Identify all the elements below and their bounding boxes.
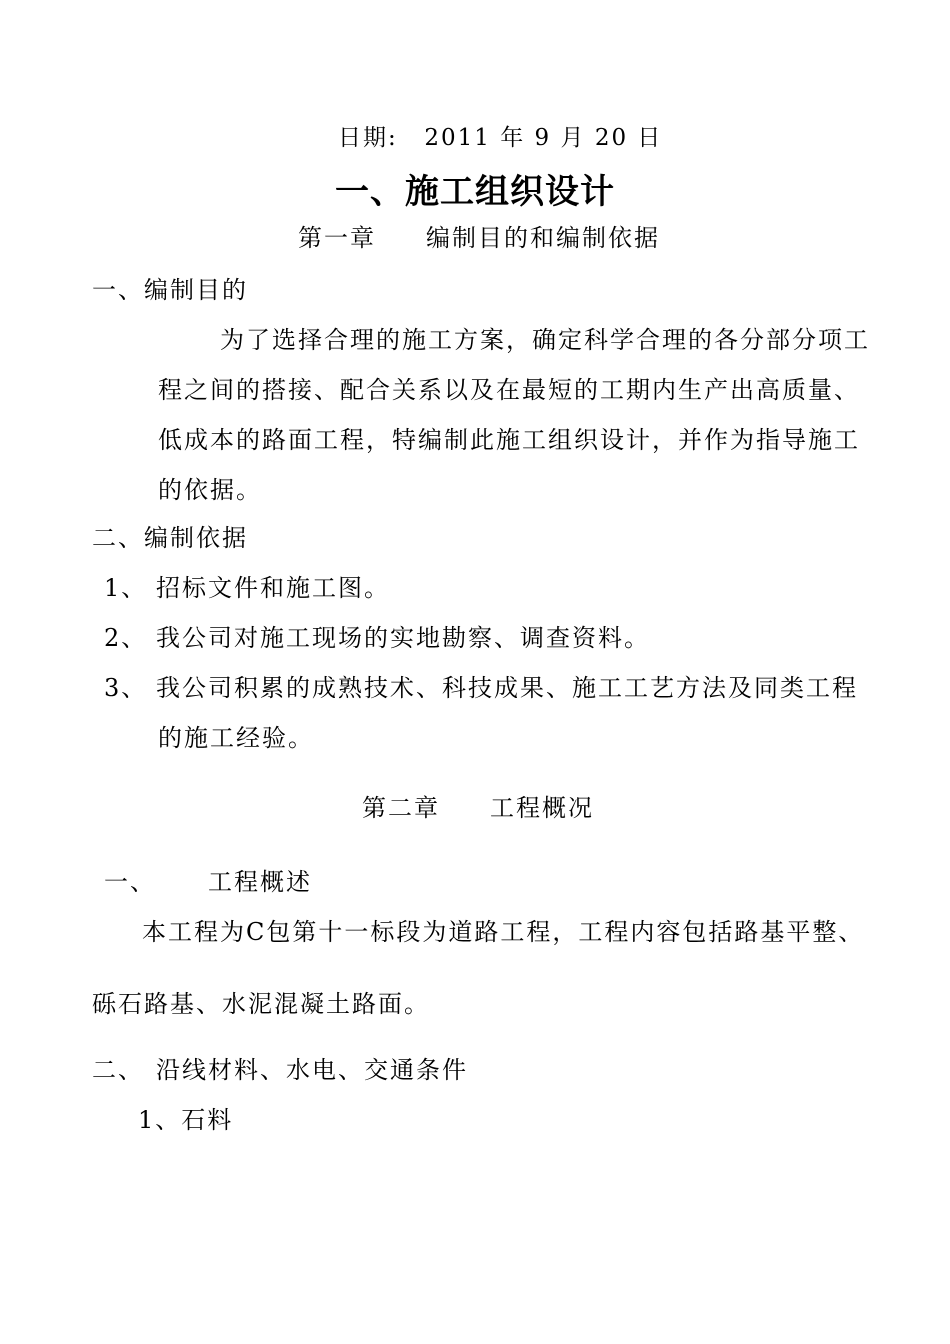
date-month: 9 月 (534, 125, 586, 151)
chapter-1-heading (298, 224, 660, 252)
document-title: 一、施工组织设计 (335, 172, 615, 212)
section-purpose-heading: 一、编制目的 (92, 276, 248, 304)
overview-paragraph-line: 砾石路基、水泥混凝土路面。 (92, 990, 430, 1018)
basis-list-item (104, 674, 858, 702)
list-item-text: 我公司对施工现场的实地勘察、调查资料。 (156, 624, 650, 652)
basis-list-item (104, 574, 390, 602)
list-item-number: 1、 (104, 574, 148, 602)
purpose-paragraph-line: 低成本的路面工程，特编制此施工组织设计，并作为指导施工 (158, 426, 860, 454)
basis-list-item-continued: 的施工经验。 (158, 724, 314, 752)
purpose-paragraph-line: 的依据。 (158, 476, 262, 504)
purpose-paragraph-line: 为了选择合理的施工方案，确定科学合理的各分部分项工 (220, 326, 870, 354)
section-conditions-heading (92, 1056, 468, 1084)
chapter-1-number: 第一章 (298, 224, 376, 252)
list-item-text: 我公司积累的成熟技术、科技成果、施工工艺方法及同类工程 (156, 674, 858, 702)
section-basis-heading: 二、编制依据 (92, 524, 248, 552)
date-label: 日期: (338, 125, 398, 151)
subsection-stone-heading: 1、石料 (138, 1106, 234, 1134)
document-date (338, 124, 662, 152)
chapter-2-heading (362, 794, 594, 822)
section-title: 工程概述 (208, 868, 312, 896)
section-number: 一、 (104, 868, 156, 896)
section-number: 二、 (92, 1056, 144, 1084)
purpose-paragraph-line: 程之间的搭接、配合关系以及在最短的工期内生产出高质量、 (158, 376, 860, 404)
chapter-1-name: 编制目的和编制依据 (426, 224, 660, 252)
section-overview-heading (104, 868, 312, 896)
list-item-number: 2、 (104, 624, 148, 652)
overview-paragraph-line: 本工程为C包第十一标段为道路工程，工程内容包括路基平整、 (142, 918, 865, 946)
basis-list-item (104, 624, 650, 652)
section-title: 沿线材料、水电、交通条件 (156, 1056, 468, 1084)
chapter-2-name: 工程概况 (490, 794, 594, 822)
date-day: 20 日 (594, 125, 663, 151)
chapter-2-number: 第二章 (362, 794, 440, 822)
list-item-text: 招标文件和施工图。 (156, 574, 390, 602)
list-item-number: 3、 (104, 674, 148, 702)
date-year: 2011 年 (424, 125, 526, 151)
